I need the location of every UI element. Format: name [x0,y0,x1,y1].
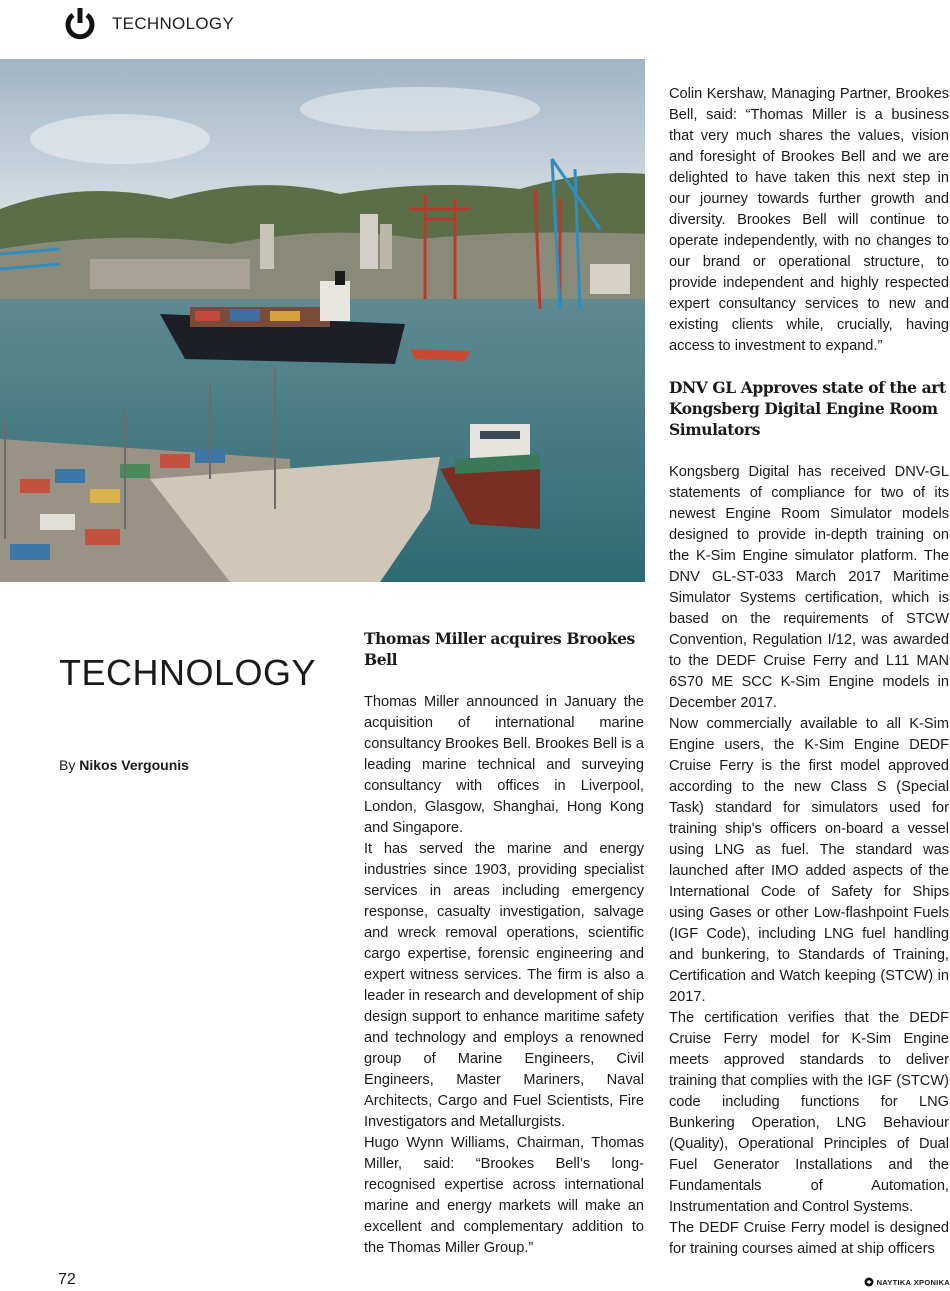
article2-paragraph: The certification verifies that the DEDF Cruise Ferry model for K-Sim Engine meets approved standards to deliver training that complies with the IGF (STCW) code including functions for LNG Bunkering Operation, LNG Behaviour (Quality), Operational Principles of Dual Fuel Generator Installations and the Fundamentals of Automation, Instrumentation and Control Systems. [669,1010,949,1215]
harbor-photo [0,59,645,582]
power-icon [62,6,98,42]
article2-column [669,84,949,1260]
byline [59,757,189,773]
brand-mark-icon [864,1277,874,1287]
article1-column [364,628,644,1259]
brand-name: ΝΑΥΤΙΚΑ ΧΡΟΝΙΚΑ [876,1277,950,1287]
brand-footer [864,1277,950,1287]
article2-heading: DNV GL Approves state of the art Kongsberg Digital Engine Room Simulators [669,378,946,439]
header-section-label: TECHNOLOGY [112,14,235,33]
article1-paragraph: Thomas Miller announced in January the acquisition of international marine consultancy Brookes Bell. Brookes Bell is a leading marine technical and surveying consultancy with offices in Liverpool, London, Glasgow, Shanghai, Hong Kong and Singapore. [364,694,644,836]
article2-paragraph: The DEDF Cruise Ferry model is designed for training courses aimed at ship officers [669,1220,949,1257]
article1-paragraph: Colin Kershaw, Managing Partner, Brookes Bell, said: “Thomas Miller is a business that very much shares the values, vision and foresight of Brookes Bell and we are delighted to have taken this next step in our journey towards further growth and diversity. Brookes Bell will continue to operate independently, with no changes to our brand or operational structure, to provide independent and highly respected expert consultancy services to new and existing clients while, crucially, having access to investment to expand.” [669,86,949,354]
article1-paragraph: Hugo Wynn Williams, Chairman, Thomas Miller, said: “Brookes Bell’s long-recognised expertise across international marine and energy markets will make an excellent and complementary addition to the Thomas Miller Group.” [364,1135,644,1256]
section-header [62,4,234,44]
article2-paragraph: Now commercially available to all K-Sim Engine users, the K-Sim Engine DEDF Cruise Ferry is the first model approved according to the new Class S (Special Task) standard for simulators used for training ship's officers on-board a vessel using LNG as fuel. The standard was launched after IMO added aspects of the International Code of Safety for Ships using Gases or other Low-flashpoint Fuels (IGF Code), including LNG fuel handling and bunkering, to Standards of Training, Certification and Watch keeping (STCW) in 2017. [669,716,949,1005]
author-name: Nikos Vergounis [79,757,189,773]
byline-prefix: By [59,757,76,773]
article1-paragraph: It has served the marine and energy industries since 1903, providing specialist services in areas including emergency response, casualty investigation, salvage and wreck removal operations, scientific cargo expertise, forensic engineering and expert witness services. The firm is also a leader in research and development of ship design support to enhance maritime safety and technology and employs a renowned group of Marine Engineers, Civil Engineers, Master Mariners, Naval Architects, Cargo and Fuel Scientists, Fire Investigators and Metallurgists. [364,841,644,1130]
page-number: 72 [58,1271,76,1288]
page-section-title: TECHNOLOGY [59,652,317,693]
article2-paragraph: Kongsberg Digital has received DNV-GL statements of compliance for two of its newest Engine Room Simulator models designed to provide in-depth training on the K-Sim Engine simulator platform. The DNV GL-ST-033 March 2017 Maritime Simulator Systems certification, which is based on the requirements of STCW Convention, Regulation I/12, was awarded to the DEDF Cruise Ferry and L11 MAN 6S70 ME SCC K-Sim Engine models in December 2017. [669,464,949,711]
article1-heading: Thomas Miller acquires Brookes Bell [364,629,635,669]
